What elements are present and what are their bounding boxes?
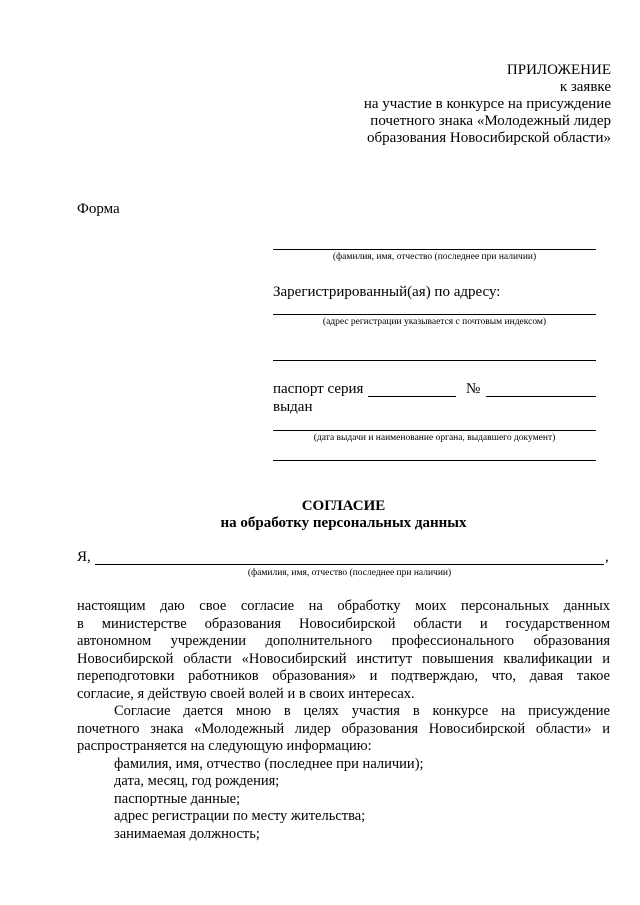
info-item: занимаемая должность; <box>114 825 260 842</box>
issued-label: выдан <box>273 399 313 415</box>
i-comma: , <box>605 549 609 565</box>
consent-title: СОГЛАСИЕ <box>301 498 386 514</box>
appendix-line: на участие в конкурсе на присуждение <box>363 96 611 112</box>
i-label: Я, <box>77 549 91 565</box>
consent-subtitle: на обработку персональных данных <box>220 515 467 531</box>
info-item: дата, месяц, год рождения; <box>114 773 280 789</box>
address-extra-line <box>273 360 596 361</box>
address-caption: (адрес регистрации указывается с почтовым индексом) <box>322 317 547 327</box>
paragraph-line: переподготовки работников образования» и подтверждаю, что, давая такое <box>77 668 610 684</box>
passport-series-label: паспорт серия <box>273 381 364 397</box>
paragraph-line: распространяется на следующую информацию: <box>77 738 372 754</box>
consent-fio-line <box>95 564 604 565</box>
passport-number-line <box>486 396 596 397</box>
form-label: Форма <box>77 201 120 217</box>
fio-field-line <box>273 249 596 250</box>
paragraph-line: настоящим даю свое согласие на обработку моих персональных данных <box>77 598 610 614</box>
paragraph-line: Согласие дается мною в целях участия в конкурсе на присуждение <box>114 703 610 719</box>
appendix-line: образования Новосибирской области» <box>366 130 611 146</box>
appendix-line: к заявке <box>559 79 611 95</box>
paragraph-line: согласие, я действую своей волей и в своих интересах. <box>77 685 415 702</box>
paragraph-line: автономном учреждении дополнительного профессионального образования <box>77 633 610 649</box>
info-item: паспортные данные; <box>114 790 241 807</box>
passport-number-label: № <box>466 381 481 397</box>
info-item: адрес регистрации по месту жительства; <box>114 808 366 824</box>
registered-label: Зарегистрированный(ая) по адресу: <box>273 284 501 300</box>
appendix-line: почетного знака «Молодежный лидер <box>370 113 611 129</box>
issued-caption: (дата выдачи и наименование органа, выдавшего документ) <box>313 433 556 443</box>
paragraph-line: Новосибирской области «Новосибирский институт повышения квалификации и <box>77 650 610 667</box>
paragraph-line: в министерстве образования Новосибирской области и государственном <box>77 615 610 632</box>
issued-field-line <box>273 430 596 431</box>
appendix-header <box>300 62 611 147</box>
fio-caption: (фамилия, имя, отчество (последнее при наличии) <box>332 252 537 262</box>
issued-extra-line <box>273 460 596 461</box>
paragraph-line: почетного знака «Молодежный лидер образования Новосибирской области» и <box>77 720 610 737</box>
passport-series-line <box>368 396 456 397</box>
address-field-line <box>273 314 596 315</box>
info-item: фамилия, имя, отчество (последнее при наличии); <box>114 755 424 772</box>
consent-fio-caption: (фамилия, имя, отчество (последнее при наличии) <box>247 568 452 578</box>
appendix-title: ПРИЛОЖЕНИЕ <box>506 62 611 78</box>
